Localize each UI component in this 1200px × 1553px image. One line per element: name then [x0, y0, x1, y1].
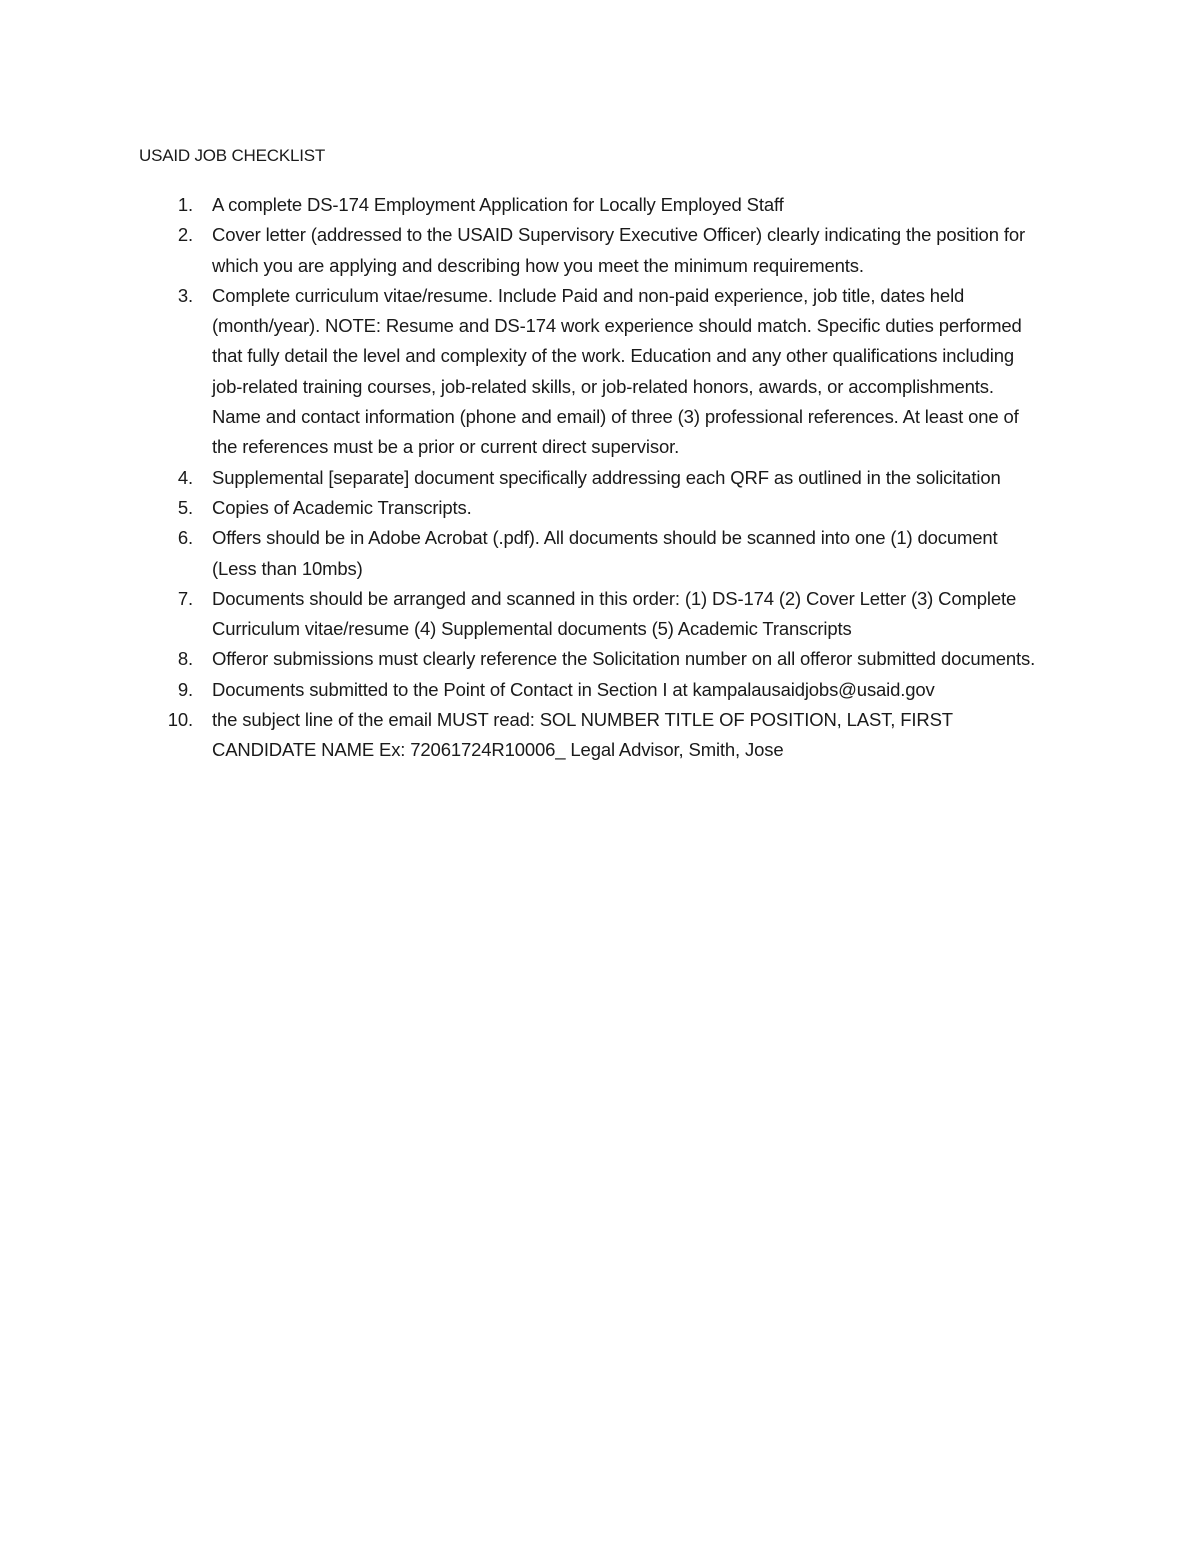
checklist-item	[0, 493, 1042, 523]
item-number: 10.	[167, 709, 193, 731]
item-text: Documents should be arranged and scanned in this order: (1) DS-174 (2) Cover Letter (3) Complete Curriculum vitae/resume (4) Supplemental documents (5) Academic Transcripts	[212, 587, 1017, 640]
item-number: 2.	[177, 224, 193, 246]
item-number: 4.	[177, 466, 193, 488]
item-number: 1.	[177, 194, 193, 215]
checklist-item	[0, 190, 1042, 220]
checklist-item	[0, 281, 1042, 463]
item-text: Offers should be in Adobe Acrobat (.pdf). All documents should be scanned into one (1) document (Less than 10mbs)	[212, 527, 998, 579]
document-title: USAID JOB CHECKLIST	[139, 146, 326, 165]
checklist-item	[0, 523, 1042, 584]
item-text: the subject line of the email MUST read: SOL NUMBER TITLE OF POSITION, LAST, FIRST CANDIDATE NAME Ex: 72061724R10006_ Legal Advisor, Smith, Jose	[212, 709, 953, 761]
item-text: A complete DS-174 Employment Application for Locally Employed Staff	[212, 194, 784, 215]
item-number: 9.	[177, 678, 193, 700]
checklist-item	[0, 220, 1042, 281]
item-text: Cover letter (addressed to the USAID Supervisory Executive Officer) clearly indicating the position for which you are applying and describing how you meet the minimum requirements.	[212, 224, 1025, 276]
item-number: 3.	[177, 284, 193, 306]
item-text: Copies of Academic Transcripts.	[212, 496, 472, 518]
checklist-item	[0, 644, 1042, 674]
item-text: Complete curriculum vitae/resume. Include Paid and non-paid experience, job title, dates held (month/year). NOTE: Resume and DS-174 work experience should match. Specific duties performed that fully detail the level and complexity of the work. Education and any other qualifications including job-related training courses, job-related skills, or job-related honors, awards, or accomplishments. Name and contact information (phone and email) of three (3) professional references. At least one of the references must be a prior or current direct supervisor.	[212, 284, 1022, 458]
item-text: Offeror submissions must clearly reference the Solicitation number on all offeror submitted documents.	[212, 648, 1036, 670]
item-number: 6.	[177, 527, 193, 549]
item-number: 7.	[177, 587, 193, 609]
item-text: Supplemental [separate] document specifically addressing each QRF as outlined in the solicitation	[212, 466, 1001, 488]
item-text: Documents submitted to the Point of Contact in Section I at kampalausaidjobs@usaid.gov	[212, 678, 935, 700]
checklist-item	[0, 705, 1042, 766]
item-number: 5.	[177, 496, 193, 518]
checklist-item	[0, 463, 1042, 493]
item-number: 8.	[177, 648, 193, 670]
checklist-item	[0, 584, 1042, 645]
checklist	[0, 190, 1200, 766]
checklist-item	[0, 675, 1042, 705]
